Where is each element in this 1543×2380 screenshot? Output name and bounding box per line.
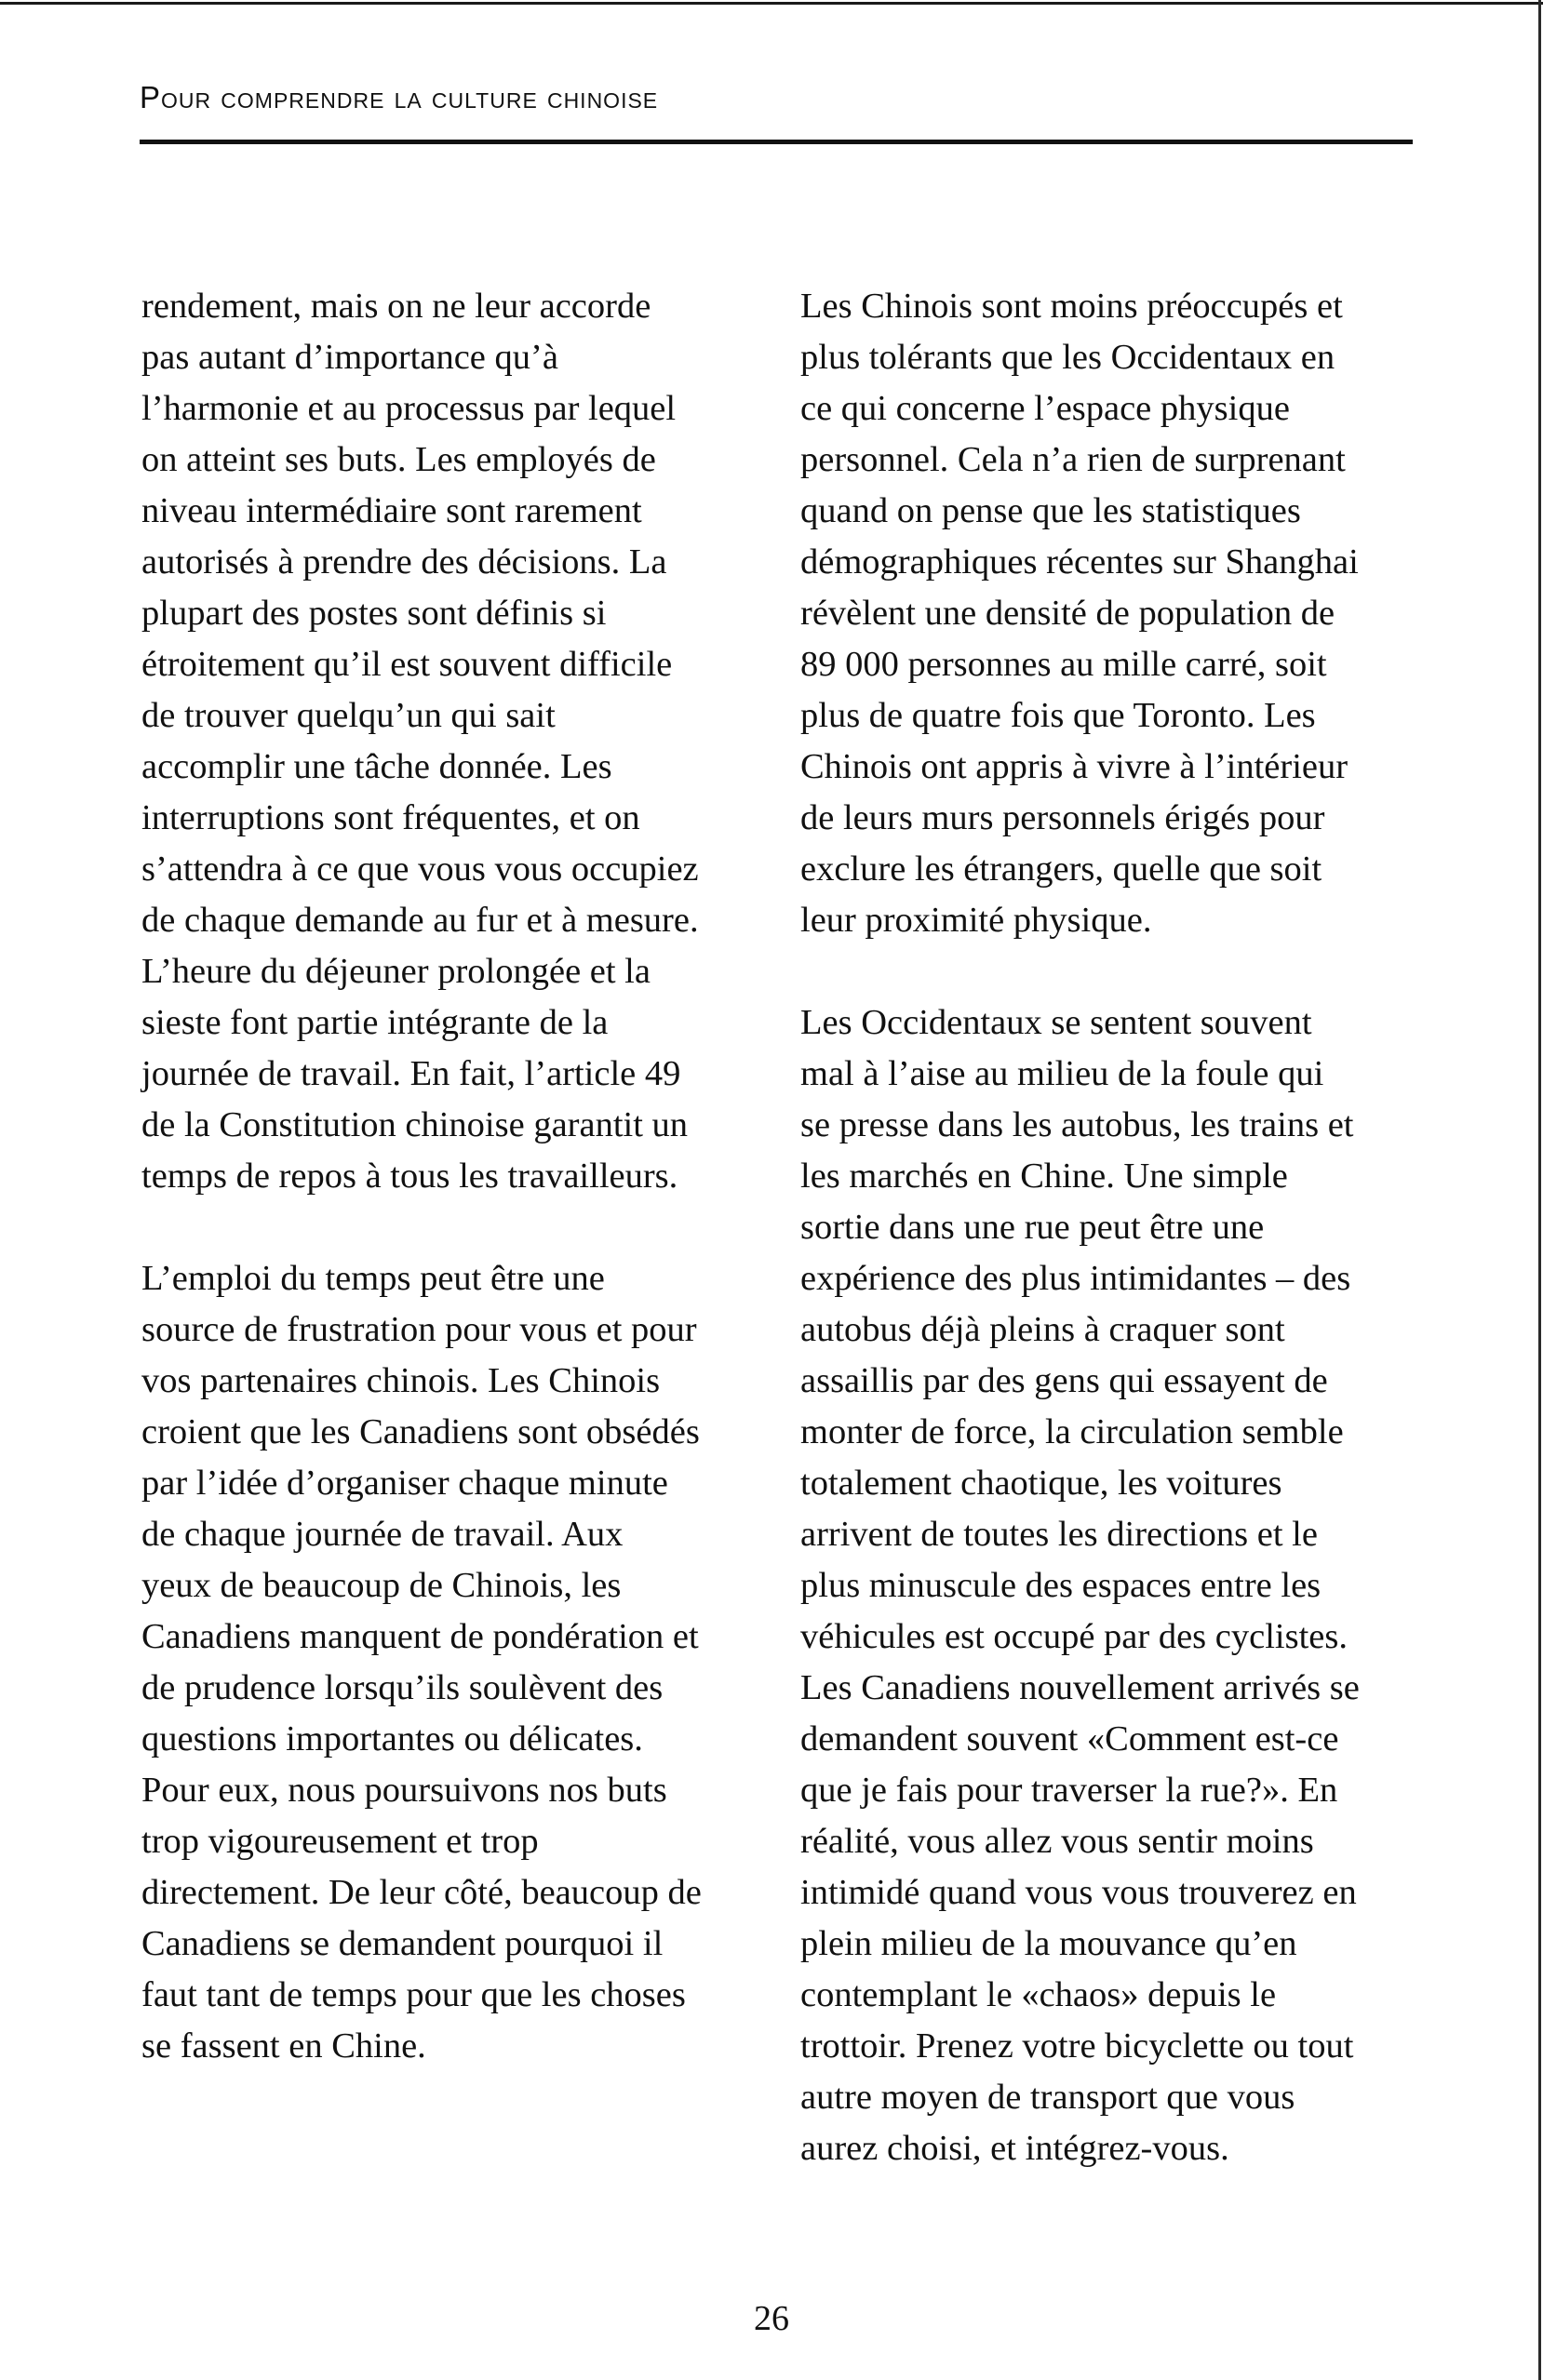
right-column [800, 281, 1442, 2226]
running-header-title: Pour comprendre la culture chinoise [140, 80, 659, 114]
paragraph: Les Chinois sont moins préoccupés et plus tolérants que les Occidentaux en ce qui concerne l’espace physique personnel. Cela n’a rien de surprenant quand on pense que les statistiques démographiques récentes sur Shanghai révèlent une densité de population de 89 000 personnes au mille carré, soit plus de quatre fois que Toronto. Les Chinois ont appris à vivre à l’intérieur de leurs murs personnels érigés pour exclure les étrangers, quelle que soit leur proximité physique. [800, 287, 1359, 940]
paragraph: L’emploi du temps peut être une source de frustration pour vous et pour vos partenaires chinois. Les Chinois croient que les Canadiens sont obsédés par l’idée d’organiser chaque minute de chaque journée de travail. Aux yeux de beaucoup de Chinois, les Canadiens manquent de pondération et de prudence lorsqu’ils soulèvent des questions importantes ou délicates. Pour eux, nous poursuivons nos buts trop vigoureusement et trop directement. De leur côté, beaucoup de Canadiens se demandent pourquoi il faut tant de temps pour que les choses se fassent en Chine. [141, 1259, 702, 2066]
paragraph: Les Occidentaux se sentent souvent mal à l’aise au milieu de la foule qui se presse dans les autobus, les trains et les marchés en Chine. Une simple sortie dans une rue peut être une expérience des plus intimidantes – des autobus déjà pleins à craquer sont assaillis par des gens qui essayent de monter de force, la circulation semble totalement chaotique, les voitures arrivent de toutes les directions et le plus minuscule des espaces entre les véhicules est occupé par des cyclistes. Les Canadiens nouvellement arrivés se demandent souvent «Comment est-ce que je fais pour traverser la rue?». En réalité, vous allez vous sentir moins intimidé quand vous vous trouverez en plein milieu de la mouvance qu’en contemplant le «chaos» depuis le trottoir. Prenez votre bicyclette ou tout autre moyen de transport que vous aurez choisi, et intégrez-vous. [800, 1003, 1360, 2168]
paragraph: rendement, mais on ne leur accorde pas autant d’importance qu’à l’harmonie et au processus par lequel on atteint ses buts. Les employés de niveau intermédiaire sont rarement autorisés à prendre des décisions. La plupart des postes sont définis si étroitement qu’il est souvent difficile de trouver quelqu’un qui sait accomplir une tâche donnée. Les interruptions sont fréquentes, et on s’attendra à ce que vous vous occupiez de chaque demande au fur et à mesure. L’heure du déjeuner prolongée et la sieste font partie intégrante de la journée de travail. En fait, l’article 49 de la Constitution chinoise garantit un temps de repos à tous les travailleurs. [141, 287, 699, 1196]
right-border-line [1538, 0, 1541, 2380]
top-border-line [0, 2, 1543, 5]
header-rule [140, 140, 1413, 144]
left-column [141, 281, 784, 2123]
page-number: 26 [754, 2299, 789, 2338]
